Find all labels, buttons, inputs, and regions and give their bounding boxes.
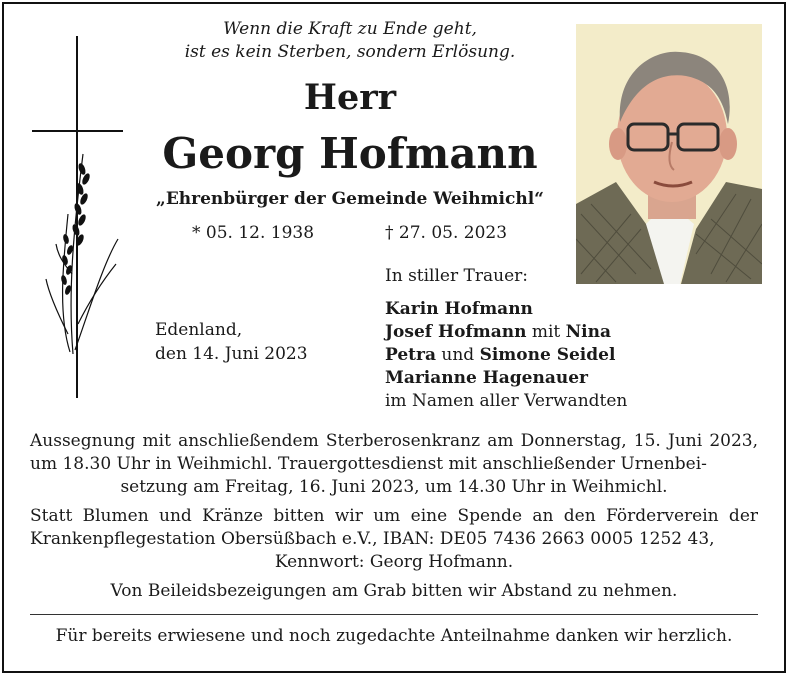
place-and-date xyxy=(155,318,308,366)
motto-line-1: Wenn die Kraft zu Ende geht, xyxy=(223,19,477,39)
deceased-name: Georg Hofmann xyxy=(162,129,538,178)
funeral-details-text-end: setzung am Freitag, 16. Juni 2023, um 14.30 Uhr in Weihmichl. xyxy=(120,477,668,497)
motto xyxy=(150,18,550,64)
mourner-line: Marianne Hagenauer xyxy=(385,368,589,388)
donation-request-text-end: Kennwort: Georg Hofmann. xyxy=(274,552,514,572)
honorific: Herr xyxy=(303,77,397,118)
mourner-line: Josef Hofmann mit Nina xyxy=(385,322,612,342)
mourner-line: Petra und Simone Seidel xyxy=(385,345,616,365)
birth-date: * 05. 12. 1938 xyxy=(192,223,315,243)
death-date: † 27. 05. 2023 xyxy=(385,223,508,243)
mourner-line: Karin Hofmann xyxy=(385,299,533,319)
donation-request xyxy=(30,505,758,574)
epithet: „Ehrenbürger der Gemeinde Weihmichl“ xyxy=(156,189,544,209)
donation-request-text: Statt Blumen und Kränze bitten wir um eine Spende an den Förderverein der Krankenpflegestation Obersüßbach e.V., IBAN: DE05 7436 2663 0005 1252 43, xyxy=(30,506,758,549)
motto-line-2: ist es kein Sterben, sondern Erlösung. xyxy=(184,42,516,62)
portrait-photo xyxy=(576,24,762,284)
mourner-line: im Namen aller Verwandten xyxy=(385,391,628,411)
funeral-details xyxy=(30,430,758,499)
mourners-list xyxy=(385,265,627,413)
cross-wheat-icon xyxy=(28,34,128,400)
condolence-note: Von Beileidsbezeigungen am Grab bitten wir Abstand zu nehmen. xyxy=(110,581,678,601)
funeral-details-text: Aussegnung mit anschließendem Sterberosenkranz am Donnerstag, 15. Juni 2023, um 18.30 Uhr in Weihmichl. Trauergottesdienst mit anschließender Urnenbei- xyxy=(30,431,758,474)
place: Edenland, xyxy=(155,320,243,340)
thanks-note: Für bereits erwiesene und noch zugedachte Anteilnahme danken wir herzlich. xyxy=(55,626,733,646)
divider xyxy=(30,614,758,615)
mourning-intro: In stiller Trauer: xyxy=(385,266,528,286)
obituary-date: den 14. Juni 2023 xyxy=(155,344,308,364)
